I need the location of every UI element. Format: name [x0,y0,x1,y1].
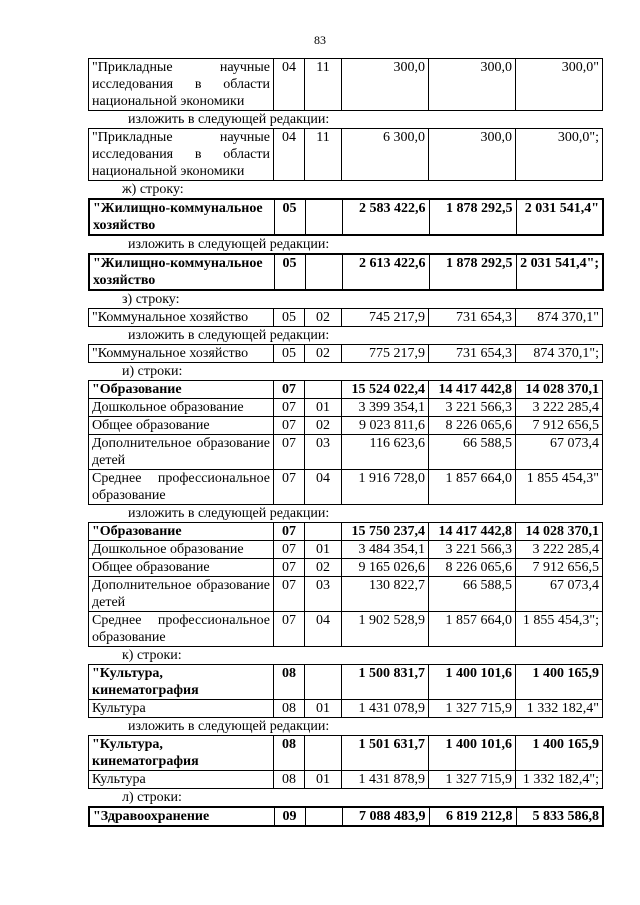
budget-table [88,198,604,236]
name-cell: Культура [89,771,274,789]
table-row [89,736,603,771]
budget-table [88,58,603,111]
table-row [89,523,603,541]
amendment-instruction: л) строки: [122,790,182,805]
section-code: 07 [274,577,305,612]
subsection-code: 04 [305,612,342,647]
value-year-2: 3 221 566,3 [429,541,516,559]
value-year-2: 300,0 [429,129,516,181]
budget-table [88,664,603,718]
amendment-instruction: изложить в следующей редакции: [128,237,330,252]
value-year-3: 3 222 285,4 [516,541,603,559]
table-row [89,771,603,789]
subsection-code: 11 [305,59,342,111]
value-year-3: 5 833 586,8 [516,807,603,826]
amendment-instruction: изложить в следующей редакции: [128,328,330,343]
name-cell: "Культура, кинематография [89,665,274,700]
subsection-code [305,665,342,700]
subsection-code [305,807,342,826]
name-cell: "Коммунальное хозяйство [89,345,274,363]
budget-table [88,380,603,505]
subsection-code [305,254,342,290]
name-cell: Культура [89,700,274,718]
section-code: 05 [274,309,305,327]
amendment-instruction: з) строку: [122,292,180,307]
subsection-code [305,523,342,541]
section-code: 07 [274,612,305,647]
budget-table [88,522,603,647]
name-cell: "Образование [89,523,274,541]
value-year-2: 731 654,3 [429,309,516,327]
amendment-instruction: изложить в следующей редакции: [128,719,330,734]
table-row [89,665,603,700]
table-row [89,700,603,718]
value-year-2: 8 226 065,6 [429,417,516,435]
name-cell: Среднее профессиональное образование [89,470,274,505]
value-year-3: 1 332 182,4" [516,700,603,718]
table-row [89,345,603,363]
name-cell: "Прикладные научные исследования в области национальной экономики [89,129,274,181]
subsection-code: 02 [305,417,342,435]
amendment-instruction: изложить в следующей редакции: [128,112,330,127]
budget-table [88,308,603,327]
subsection-code: 03 [305,577,342,612]
value-year-3: 14 028 370,1 [516,523,603,541]
value-year-3: 874 370,1" [516,309,603,327]
subsection-code: 02 [305,559,342,577]
budget-table [88,735,603,789]
value-year-1: 2 613 422,6 [342,254,429,290]
table-row [89,199,603,235]
name-cell: Дошкольное образование [89,399,274,417]
amendment-instruction: ж) строку: [122,182,184,197]
budget-table [88,253,604,291]
table-row [89,254,603,290]
section-code: 09 [274,807,305,826]
budget-table [88,806,604,827]
subsection-code: 03 [305,435,342,470]
value-year-2: 8 226 065,6 [429,559,516,577]
name-cell: "Коммунальное хозяйство [89,309,274,327]
table-row [89,612,603,647]
value-year-2: 300,0 [429,59,516,111]
subsection-code [305,736,342,771]
table-row [89,470,603,505]
value-year-1: 1 431 078,9 [342,700,429,718]
name-cell: "Здравоохранение [89,807,274,826]
value-year-3: 7 912 656,5 [516,417,603,435]
section-code: 08 [274,771,305,789]
value-year-3: 67 073,4 [516,577,603,612]
value-year-1: 2 583 422,6 [342,199,429,235]
amendment-instruction: и) строки: [122,364,183,379]
value-year-1: 116 623,6 [342,435,429,470]
value-year-1: 130 822,7 [342,577,429,612]
table-row [89,559,603,577]
subsection-code: 01 [305,771,342,789]
value-year-1: 1 431 878,9 [342,771,429,789]
section-code: 08 [274,736,305,771]
value-year-2: 731 654,3 [429,345,516,363]
page-number: 83 [314,33,326,47]
value-year-2: 6 819 212,8 [429,807,516,826]
table-row [89,577,603,612]
value-year-3: 1 855 454,3" [516,470,603,505]
subsection-code: 01 [305,541,342,559]
section-code: 07 [274,435,305,470]
subsection-code: 04 [305,470,342,505]
section-code: 07 [274,559,305,577]
table-row [89,309,603,327]
section-code: 05 [274,199,305,235]
subsection-code: 01 [305,399,342,417]
value-year-1: 775 217,9 [342,345,429,363]
value-year-2: 1 857 664,0 [429,470,516,505]
value-year-2: 1 400 101,6 [429,665,516,700]
name-cell: Дополнительное образование детей [89,577,274,612]
value-year-2: 1 400 101,6 [429,736,516,771]
value-year-1: 1 902 528,9 [342,612,429,647]
value-year-1: 9 165 026,6 [342,559,429,577]
section-code: 07 [274,541,305,559]
subsection-code: 11 [305,129,342,181]
value-year-3: 14 028 370,1 [516,381,603,399]
value-year-1: 1 916 728,0 [342,470,429,505]
value-year-3: 300,0"; [516,129,603,181]
section-code: 05 [274,254,305,290]
section-code: 05 [274,345,305,363]
name-cell: "Прикладные научные исследования в области национальной экономики [89,59,274,111]
table-row [89,381,603,399]
value-year-1: 745 217,9 [342,309,429,327]
value-year-2: 1 327 715,9 [429,700,516,718]
value-year-3: 1 332 182,4"; [516,771,603,789]
value-year-2: 14 417 442,8 [429,523,516,541]
value-year-1: 7 088 483,9 [342,807,429,826]
value-year-1: 3 484 354,1 [342,541,429,559]
table-row [89,541,603,559]
value-year-1: 9 023 811,6 [342,417,429,435]
value-year-1: 3 399 354,1 [342,399,429,417]
value-year-2: 3 221 566,3 [429,399,516,417]
section-code: 04 [274,59,305,111]
subsection-code [305,381,342,399]
value-year-1: 15 750 237,4 [342,523,429,541]
value-year-2: 1 878 292,5 [429,254,516,290]
value-year-3: 7 912 656,5 [516,559,603,577]
value-year-2: 1 857 664,0 [429,612,516,647]
name-cell: Дошкольное образование [89,541,274,559]
section-code: 07 [274,523,305,541]
name-cell: Общее образование [89,417,274,435]
name-cell: Дополнительное образование детей [89,435,274,470]
value-year-3: 67 073,4 [516,435,603,470]
value-year-3: 2 031 541,4"; [516,254,603,290]
name-cell: Среднее профессиональное образование [89,612,274,647]
section-code: 08 [274,665,305,700]
table-row [89,435,603,470]
value-year-1: 6 300,0 [342,129,429,181]
amendment-instruction: к) строки: [122,648,182,663]
value-year-3: 300,0" [516,59,603,111]
value-year-3: 1 400 165,9 [516,736,603,771]
table-row [89,399,603,417]
value-year-2: 66 588,5 [429,577,516,612]
subsection-code [305,199,342,235]
value-year-3: 3 222 285,4 [516,399,603,417]
section-code: 07 [274,399,305,417]
value-year-2: 66 588,5 [429,435,516,470]
value-year-2: 14 417 442,8 [429,381,516,399]
value-year-3: 1 400 165,9 [516,665,603,700]
value-year-3: 2 031 541,4" [516,199,603,235]
table-row [89,807,603,826]
value-year-1: 300,0 [342,59,429,111]
table-row [89,417,603,435]
subsection-code: 02 [305,345,342,363]
value-year-2: 1 878 292,5 [429,199,516,235]
section-code: 07 [274,381,305,399]
document-body [88,58,602,827]
name-cell: "Образование [89,381,274,399]
subsection-code: 02 [305,309,342,327]
name-cell: "Жилищно-коммунальное хозяйство [89,254,274,290]
value-year-1: 1 501 631,7 [342,736,429,771]
name-cell: "Жилищно-коммунальное хозяйство [89,199,274,235]
section-code: 08 [274,700,305,718]
name-cell: Общее образование [89,559,274,577]
section-code: 07 [274,417,305,435]
budget-table [88,128,603,181]
amendment-instruction: изложить в следующей редакции: [128,506,330,521]
value-year-2: 1 327 715,9 [429,771,516,789]
table-row [89,129,603,181]
budget-table [88,344,603,363]
section-code: 07 [274,470,305,505]
value-year-1: 1 500 831,7 [342,665,429,700]
value-year-3: 874 370,1"; [516,345,603,363]
section-code: 04 [274,129,305,181]
value-year-3: 1 855 454,3"; [516,612,603,647]
name-cell: "Культура, кинематография [89,736,274,771]
subsection-code: 01 [305,700,342,718]
table-row [89,59,603,111]
value-year-1: 15 524 022,4 [342,381,429,399]
